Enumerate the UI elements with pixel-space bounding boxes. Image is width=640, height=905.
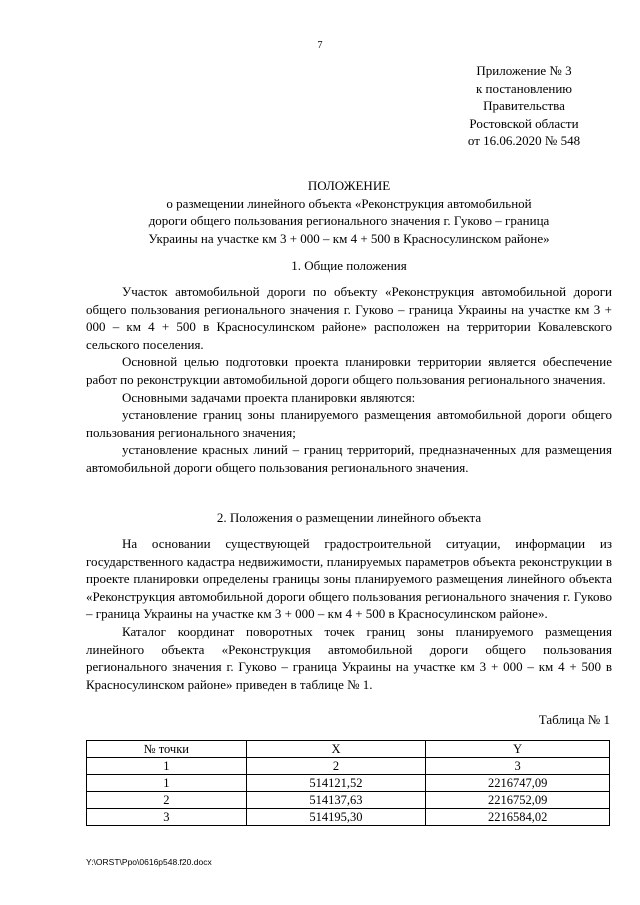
table-cell: 2216752,09 (426, 792, 610, 809)
section-1-heading: 1. Общие положения (291, 258, 407, 273)
file-path-footer: Y:\ORST\Ppo\0616p548.f20.docx (86, 857, 212, 867)
paragraph: Основными задачами проекта планировки являются: (122, 389, 416, 405)
table-header-row (87, 741, 610, 758)
section-2-body (86, 535, 612, 693)
table-cell: 2216747,09 (426, 775, 610, 792)
table-cell: 3 (426, 758, 610, 775)
table-row (87, 792, 610, 809)
appendix-line: Правительства (483, 98, 565, 114)
document-subtitle-line: Украины на участке км 3 + 000 – км 4 + 500 в Красносулинском районе» (148, 230, 550, 246)
paragraph: На основании существующей градостроительной ситуации, информации из государственного кадастра недвижимости, планируемых параметров объекта реконструкции в проекте планировки определены границы зоны планируемого размещения линейного объекта «Реконструкция автомобильной дороги общего пользования регионального значения г. Гуково – граница Украины на участке км 3 + 000 – км 4 + 500 в Красносулинском районе». (86, 536, 612, 622)
table-cell: 1 (87, 775, 247, 792)
paragraph: установление границ зоны планируемого размещения автомобильной дороги общего пользования регионального значения; (86, 407, 612, 440)
table-cell: 514195,30 (246, 809, 426, 826)
table-cell: 514137,63 (246, 792, 426, 809)
table-row (87, 809, 610, 826)
paragraph: установление красных линий – границ территорий, предназначенных для размещения автомобильной дороги общего пользования регионального значения. (86, 442, 612, 475)
document-title-block (86, 177, 612, 247)
table-numbering-row (87, 758, 610, 775)
section-2-heading: 2. Положения о размещении линейного объекта (216, 510, 482, 525)
header-y: Y (426, 741, 610, 758)
table-cell: 3 (87, 809, 247, 826)
table-cell: 1 (87, 758, 247, 775)
table-cell: 2 (87, 792, 247, 809)
appendix-header (446, 62, 602, 150)
document-subtitle-line: о размещении линейного объекта «Реконструкция автомобильной (166, 195, 532, 211)
table-row (87, 775, 610, 792)
appendix-line: от 16.06.2020 № 548 (467, 133, 581, 149)
table-cell: 514121,52 (246, 775, 426, 792)
page-number: 7 (317, 40, 323, 51)
header-point-number: № точки (87, 741, 247, 758)
appendix-line: Ростовской области (469, 115, 579, 131)
table-cell: 2216584,02 (426, 809, 610, 826)
table-caption: Таблица № 1 (538, 712, 610, 727)
paragraph: Каталог координат поворотных точек границ зоны планируемого размещения линейного объекта «Реконструкция автомобильной дороги общего пользования регионального значения г. Гуково – граница Украины на участке км 3 + 000 – км 4 + 500 в Красносулинском районе» приведен в таблице № 1. (86, 623, 612, 692)
coordinates-table (86, 740, 610, 826)
header-x: X (246, 741, 426, 758)
paragraph: Основной целью подготовки проекта планировки территории является обеспечение работ по реконструкции автомобильной дороги общего пользования регионального значения. (86, 354, 612, 387)
document-subtitle-line: дороги общего пользования регионального значения г. Гуково – граница (148, 213, 550, 229)
document-title: ПОЛОЖЕНИЕ (307, 178, 391, 193)
section-1-body (86, 283, 612, 477)
table-cell: 2 (246, 758, 426, 775)
paragraph: Участок автомобильной дороги по объекту «Реконструкция автомобильной дороги общего пользования регионального значения г. Гуково – граница Украины на участке км 3 + 000 – км 4 + 500 в Красносулинском районе» расположен на территории Ковалевского сельского поселения. (86, 284, 612, 352)
appendix-line: Приложение № 3 (476, 63, 572, 78)
appendix-line: к постановлению (475, 80, 573, 96)
